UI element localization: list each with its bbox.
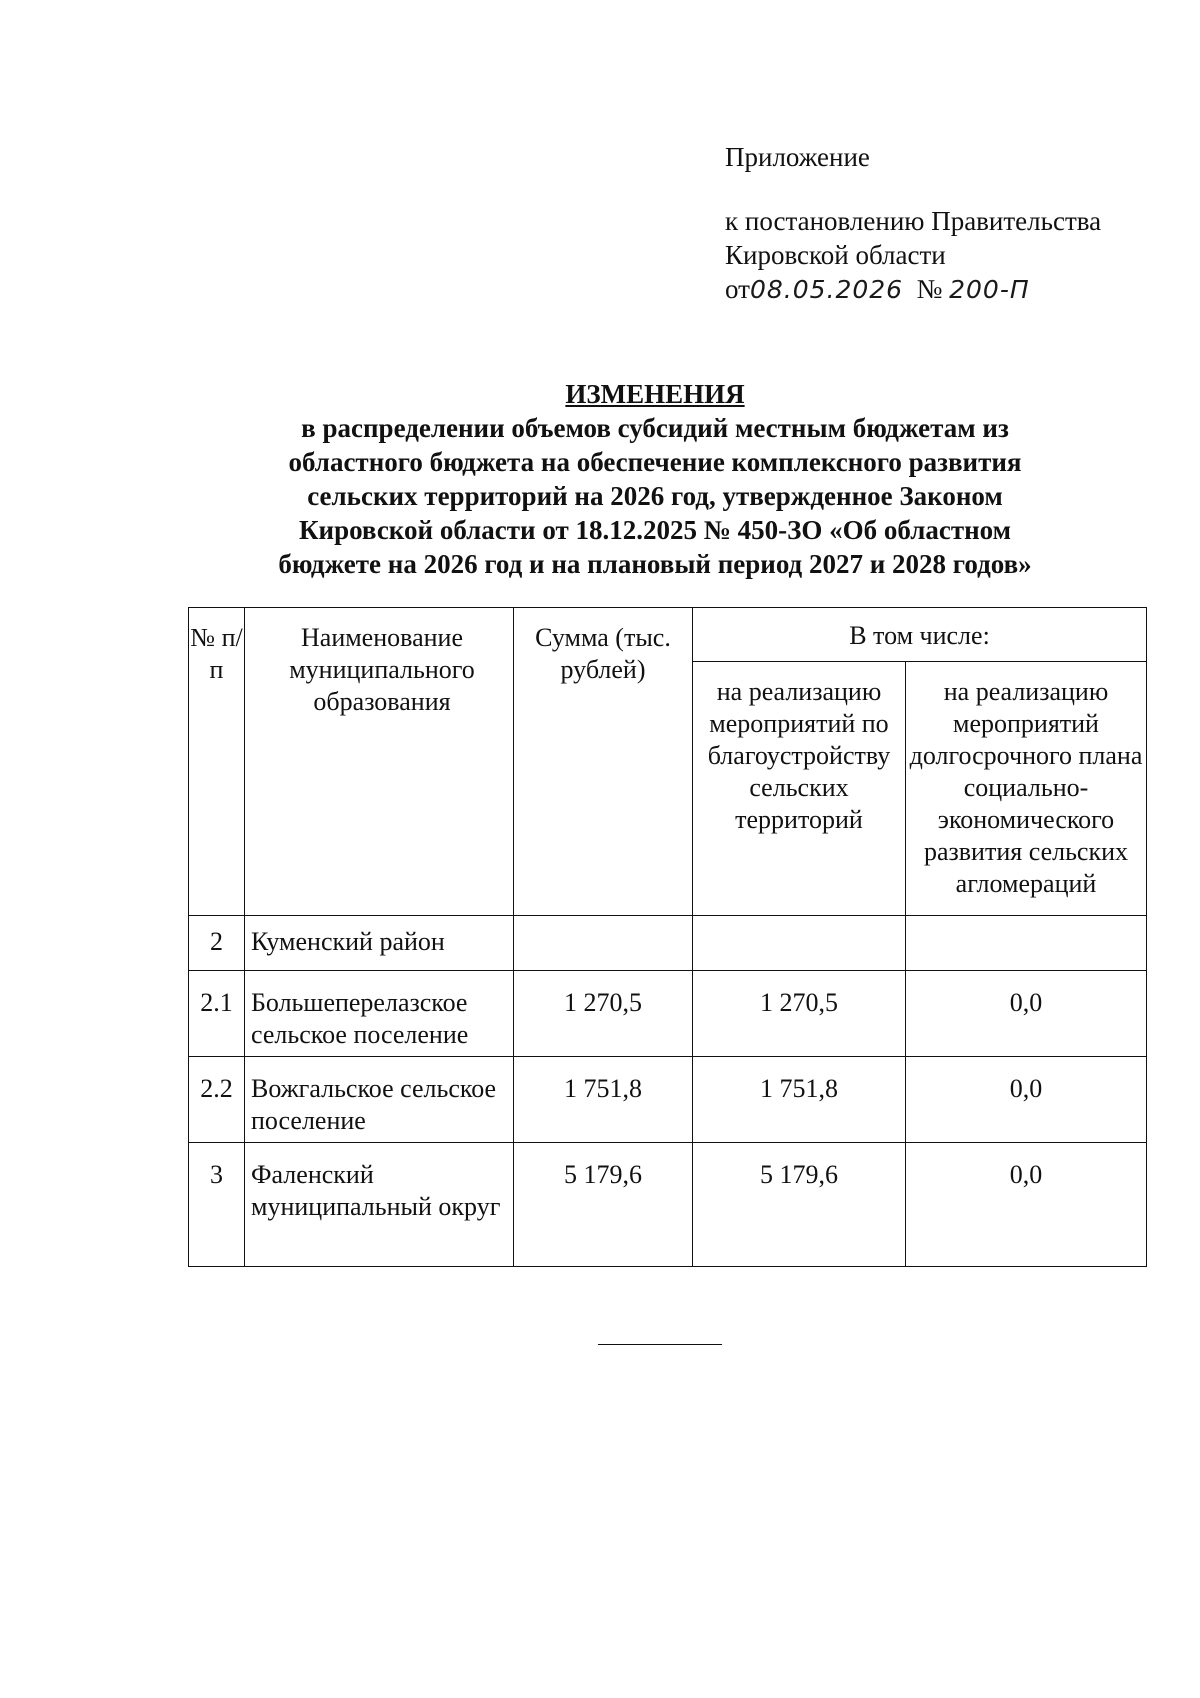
row-name: Большеперелазское сельское поселение [245, 971, 514, 1057]
row-a: 1 751,8 [693, 1057, 906, 1143]
subsidy-table [188, 607, 1147, 1267]
row-sum: 1 751,8 [514, 1057, 693, 1143]
handwritten-date: 08.05.2026 [749, 275, 904, 304]
header-sub-b: на реализацию мероприятий долгосрочного плана социально-экономического развития сельских агломераций [906, 662, 1147, 916]
row-sum [514, 916, 693, 971]
appendix-region-line: Кировской области [725, 240, 946, 270]
header-group: В том числе: [693, 608, 1147, 662]
row-b [906, 916, 1147, 971]
row-name: Вожгальское сельское поселение [245, 1057, 514, 1143]
title-line: сельских территорий на 2026 год, утвержденное Законом [307, 481, 1003, 511]
table-header-row [189, 608, 1147, 662]
row-num: 2.2 [189, 1057, 245, 1143]
row-a [693, 916, 906, 971]
table-row [189, 1143, 1147, 1267]
row-num: 2.1 [189, 971, 245, 1057]
row-a: 1 270,5 [693, 971, 906, 1057]
appendix-decree-line: к постановлению Правительства [725, 206, 1102, 236]
title-line: бюджете на 2026 год и на плановый период 2027 и 2028 годов» [278, 549, 1032, 579]
title-heading: ИЗМЕНЕНИЯ [565, 379, 745, 409]
number-prefix: № [916, 274, 943, 304]
table-row [189, 971, 1147, 1057]
table-row [189, 916, 1147, 971]
header-sub-a: на реализацию мероприятий по благоустройству сельских территорий [693, 662, 906, 916]
header-num: № п/п [189, 608, 245, 916]
row-a: 5 179,6 [693, 1143, 906, 1267]
row-sum: 1 270,5 [514, 971, 693, 1057]
header-name: Наименование муниципального образования [245, 608, 514, 916]
appendix-label: Приложение [725, 142, 870, 172]
row-b: 0,0 [906, 1057, 1147, 1143]
row-name: Фаленский муниципальный округ [245, 1143, 514, 1267]
row-num: 3 [189, 1143, 245, 1267]
row-name: Куменский район [245, 916, 514, 971]
row-sum: 5 179,6 [514, 1143, 693, 1267]
row-b: 0,0 [906, 1143, 1147, 1267]
title-line: в распределении объемов субсидий местным бюджетам из [301, 413, 1009, 443]
row-b: 0,0 [906, 971, 1147, 1057]
date-prefix: от [725, 274, 750, 304]
title-line: областного бюджета на обеспечение комплексного развития [288, 447, 1022, 477]
appendix-date-line [725, 272, 1145, 307]
document-title [200, 377, 1110, 581]
end-rule-divider [598, 1344, 722, 1345]
handwritten-number: 200-П [949, 275, 1030, 304]
title-line: Кировской области от 18.12.2025 № 450-ЗО «Об областном [298, 515, 1012, 545]
table-row [189, 1057, 1147, 1143]
row-num: 2 [189, 916, 245, 971]
appendix-block [725, 140, 1145, 307]
header-sum: Сумма (тыс. рублей) [514, 608, 693, 916]
